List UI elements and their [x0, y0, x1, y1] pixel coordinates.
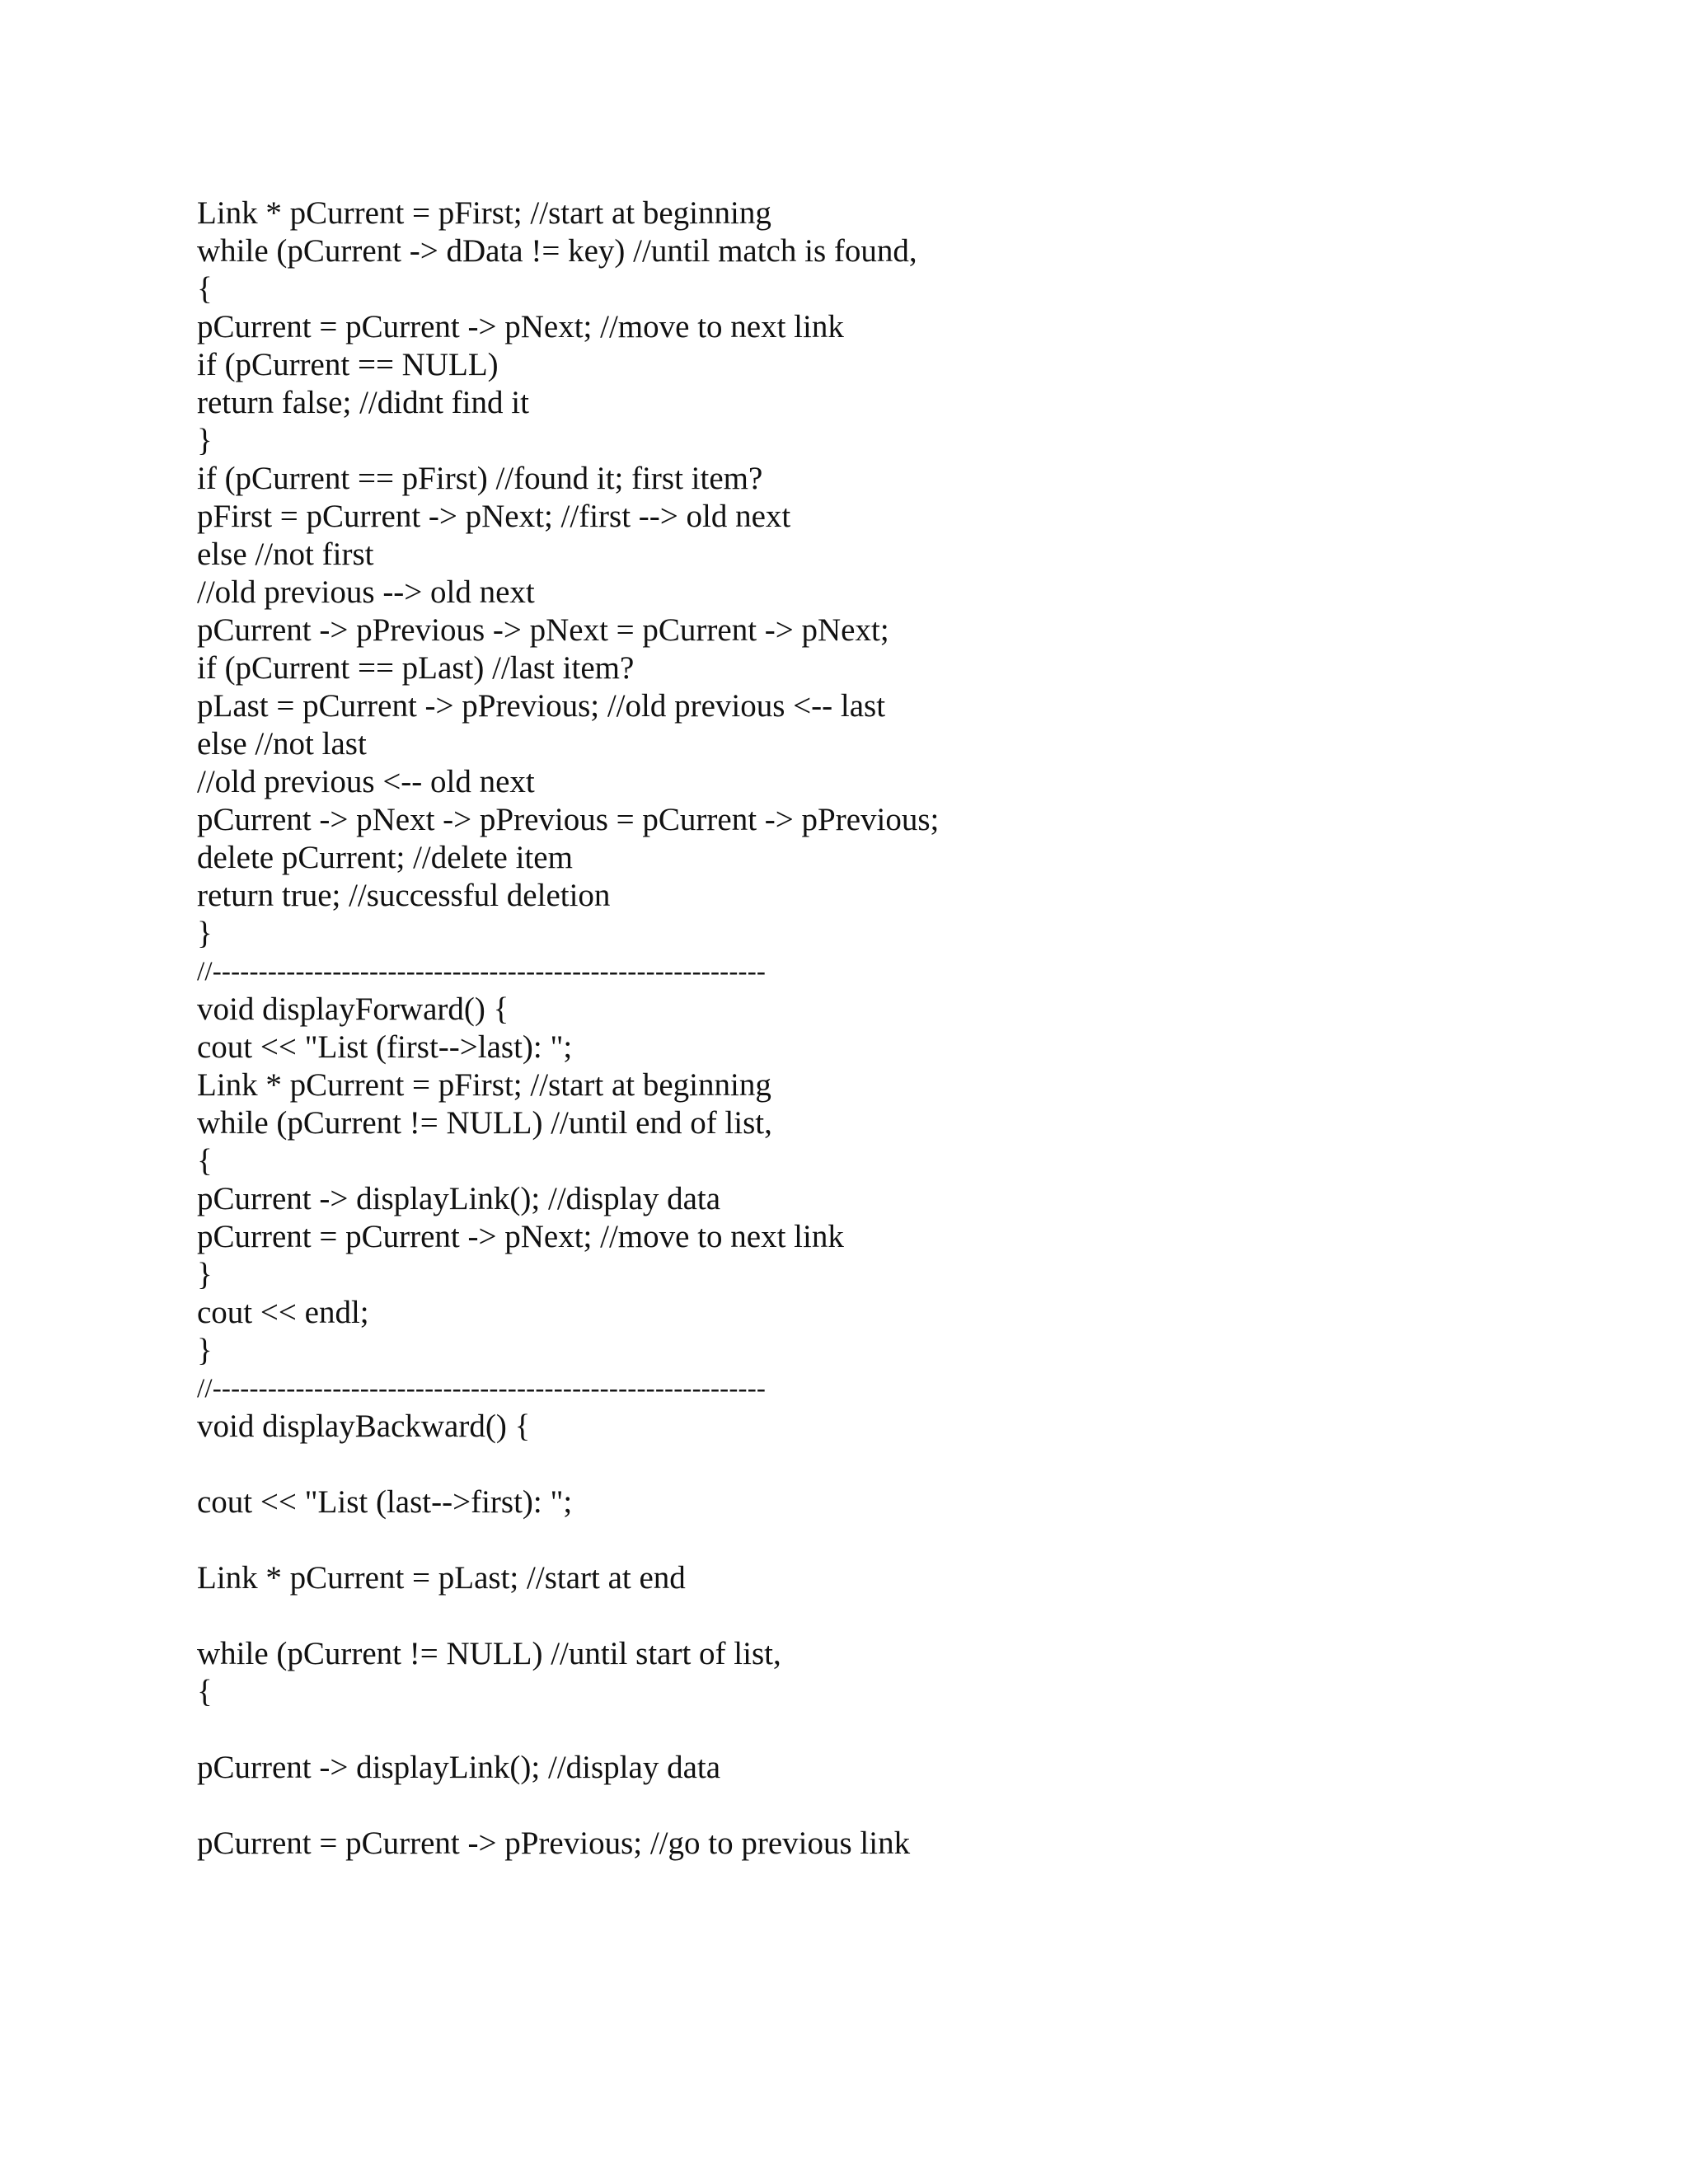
- code-line: delete pCurrent; //delete item: [197, 840, 573, 875]
- code-line: }: [197, 423, 213, 458]
- code-line: pCurrent = pCurrent -> pNext; //move to next link: [197, 1219, 844, 1254]
- code-line: cout << "List (last-->first): ";: [197, 1484, 573, 1520]
- separator-comment-line: //------------------------------------------------------------: [197, 1374, 767, 1404]
- blank-line: [197, 1787, 1598, 1825]
- separator-comment-line: //------------------------------------------------------------: [197, 957, 767, 987]
- code-line: {: [197, 1143, 213, 1179]
- code-line: pFirst = pCurrent -> pNext; //first --> old next: [197, 499, 791, 534]
- code-line: pCurrent = pCurrent -> pNext; //move to next link: [197, 309, 844, 344]
- blank-line: [197, 1597, 1598, 1635]
- code-line: pCurrent -> pPrevious -> pNext = pCurrent -> pNext;: [197, 612, 889, 648]
- code-line: }: [197, 1333, 213, 1368]
- code-line: }: [197, 916, 213, 951]
- code-line: pCurrent = pCurrent -> pPrevious; //go to previous link: [197, 1825, 911, 1861]
- code-line: void displayBackward() {: [197, 1408, 531, 1444]
- blank-line: [197, 1521, 1598, 1559]
- code-line: while (pCurrent != NULL) //until start of list,: [197, 1636, 781, 1671]
- code-line: while (pCurrent -> dData != key) //until match is found,: [197, 233, 917, 269]
- code-listing: [197, 194, 1598, 1863]
- code-line: while (pCurrent != NULL) //until end of list,: [197, 1105, 772, 1141]
- code-line: return false; //didnt find it: [197, 385, 529, 420]
- code-line: else //not first: [197, 537, 374, 572]
- code-line: //old previous <-- old next: [197, 764, 535, 799]
- code-line: return true; //successful deletion: [197, 878, 611, 913]
- code-line: void displayForward() {: [197, 991, 509, 1027]
- code-line: pCurrent -> displayLink(); //display data: [197, 1181, 721, 1216]
- code-line: pCurrent -> displayLink(); //display data: [197, 1750, 721, 1785]
- blank-line: [197, 1446, 1598, 1483]
- code-line: if (pCurrent == NULL): [197, 347, 499, 382]
- code-line: {: [197, 1674, 213, 1709]
- code-line: }: [197, 1257, 213, 1292]
- code-line: Link * pCurrent = pFirst; //start at beginning: [197, 195, 771, 231]
- code-line: pLast = pCurrent -> pPrevious; //old previous <-- last: [197, 688, 886, 724]
- code-line: cout << "List (first-->last): ";: [197, 1029, 573, 1065]
- code-line: else //not last: [197, 726, 367, 762]
- code-line: if (pCurrent == pFirst) //found it; first item?: [197, 461, 763, 496]
- code-line: Link * pCurrent = pLast; //start at end: [197, 1560, 686, 1596]
- code-line: Link * pCurrent = pFirst; //start at beginning: [197, 1067, 771, 1103]
- code-line: if (pCurrent == pLast) //last item?: [197, 650, 635, 686]
- code-line: //old previous --> old next: [197, 574, 535, 610]
- code-line: pCurrent -> pNext -> pPrevious = pCurrent -> pPrevious;: [197, 802, 940, 837]
- code-line: {: [197, 271, 213, 307]
- code-line: cout << endl;: [197, 1295, 369, 1330]
- blank-line: [197, 1711, 1598, 1749]
